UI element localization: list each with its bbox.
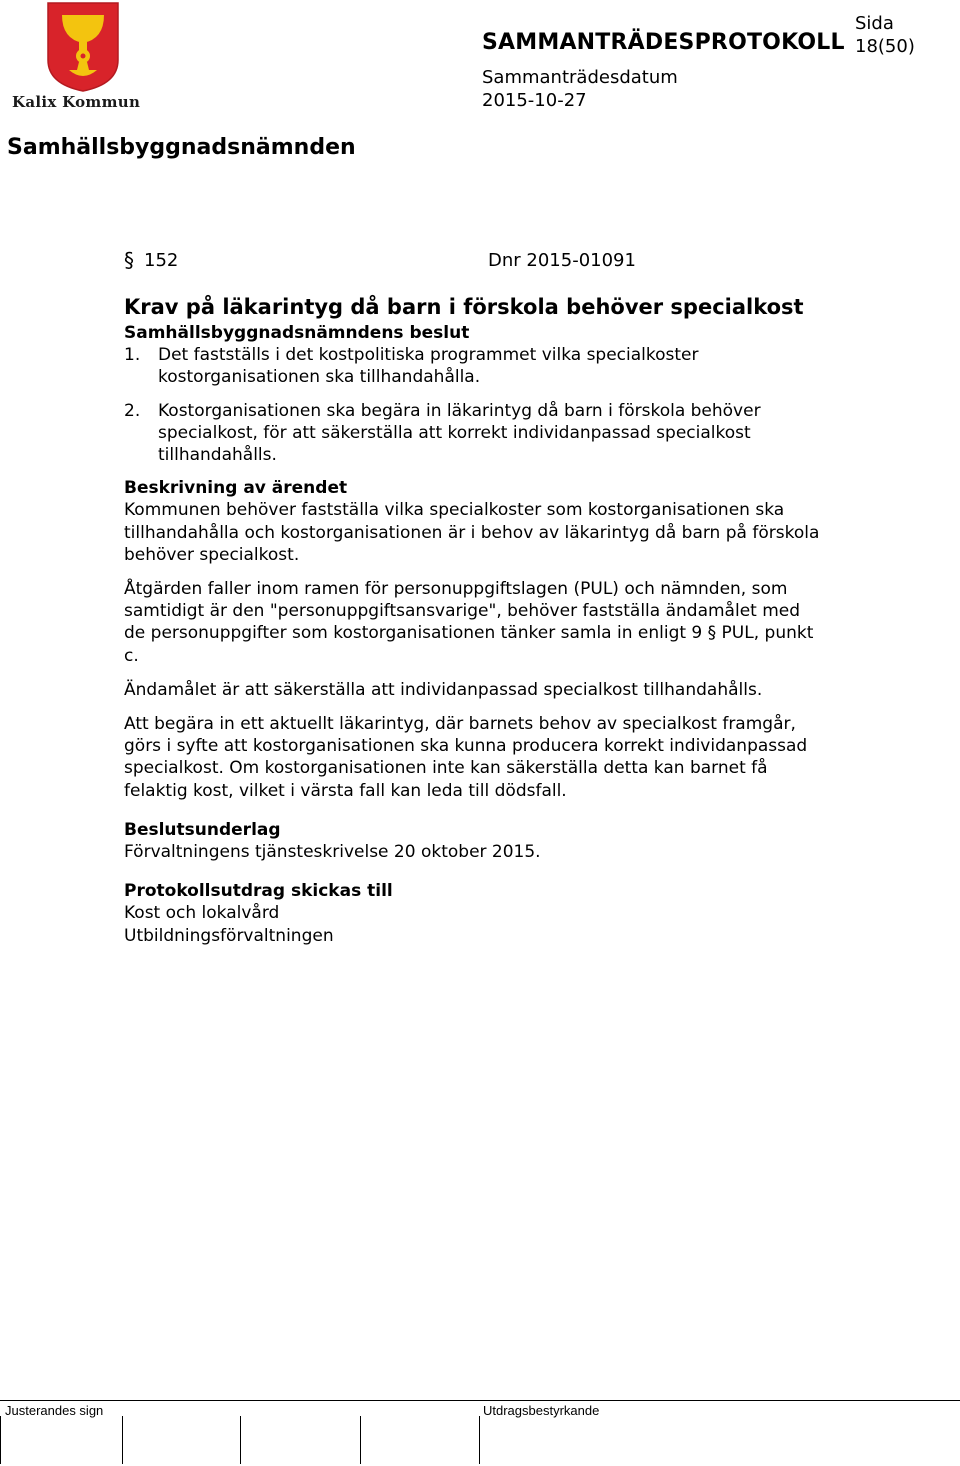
description-paragraph: Att begära in ett aktuellt läkarintyg, där barnets behov av specialkost framgår, görs i syfte att kostorganisationen ska kunna producera korrekt individanpassad specialkost. Om kostorganisationen inte kan säkerställa detta kan barnet få felaktig kost, vilket i värsta fall kan leda till dödsfall. [124,714,808,801]
case-title: Krav på läkarintyg då barn i förskola behöver specialkost [124,295,804,319]
meeting-date-label: Sammanträdesdatum [482,67,678,88]
coat-of-arms-icon [10,2,160,92]
document-body [124,292,824,947]
list-item [124,400,824,467]
distribution-recipient: Utbildningsförvaltningen [124,925,334,946]
distribution-recipient: Kost och lokalvård [124,903,280,924]
page-number: 18(50) [855,36,915,57]
list-item-number: 2. [124,400,141,421]
list-item-text: Kostorganisationen ska begära in läkarintyg då barn i förskola behöver specialkost, för att säkerställa att korrekt individanpassad specialkost tillhandahålls. [158,400,761,466]
signature-box-divider [240,1416,241,1464]
paragraph-symbol: § [124,248,134,272]
list-item-number: 1. [124,345,141,366]
signature-field-label: Justerandes sign [5,1403,104,1418]
certification-field-label: Utdragsbestyrkande [483,1403,600,1418]
basis-heading: Beslutsunderlag [124,819,281,840]
case-number: 152 [144,250,179,271]
kalix-kommun-logo [10,2,160,114]
list-item-text: Det fastställs i det kostpolitiska programmet vilka specialkoster kostorganisationen ska tillhandahålla. [158,345,699,388]
description-paragraph: Kommunen behöver fastställa vilka specialkoster som kostorganisationen ska tillhandahålla och kostorganisationen är i behov av läkarintyg då barn på förskola behöver specialkost. [124,500,820,565]
decision-heading: Samhällsbyggnadsnämndens beslut [124,323,470,343]
page-label: Sida [855,13,894,34]
decision-list [124,344,824,466]
signature-box-divider [0,1416,1,1464]
signature-box-divider [479,1416,480,1464]
footer-divider [0,1400,960,1401]
meeting-date: 2015-10-27 [482,90,587,111]
logo-wordmark: Kalix Kommun [12,93,141,111]
description-heading: Beskrivning av ärendet [124,478,348,499]
distribution-heading: Protokollsutdrag skickas till [124,881,393,902]
description-paragraph: Ändamålet är att säkerställa att individanpassad specialkost tillhandahålls. [124,679,763,700]
signature-box-divider [122,1416,123,1464]
signature-box-divider [360,1416,361,1464]
committee-name: Samhällsbyggnadsnämnden [7,135,356,160]
list-item [124,344,824,388]
registration-number: Dnr 2015-01091 [488,250,636,271]
document-title: SAMMANTRÄDESPROTOKOLL [482,30,845,55]
basis-text: Förvaltningens tjänsteskrivelse 20 oktober 2015. [124,842,541,863]
description-paragraph: Åtgärden faller inom ramen för personuppgiftslagen (PUL) och nämnden, som samtidigt är den "personuppgiftsansvarige", behöver fastställa ändamålet med de personuppgifter som kostorganisationen tänker samla in enligt 9 § PUL, punkt c. [124,579,814,666]
